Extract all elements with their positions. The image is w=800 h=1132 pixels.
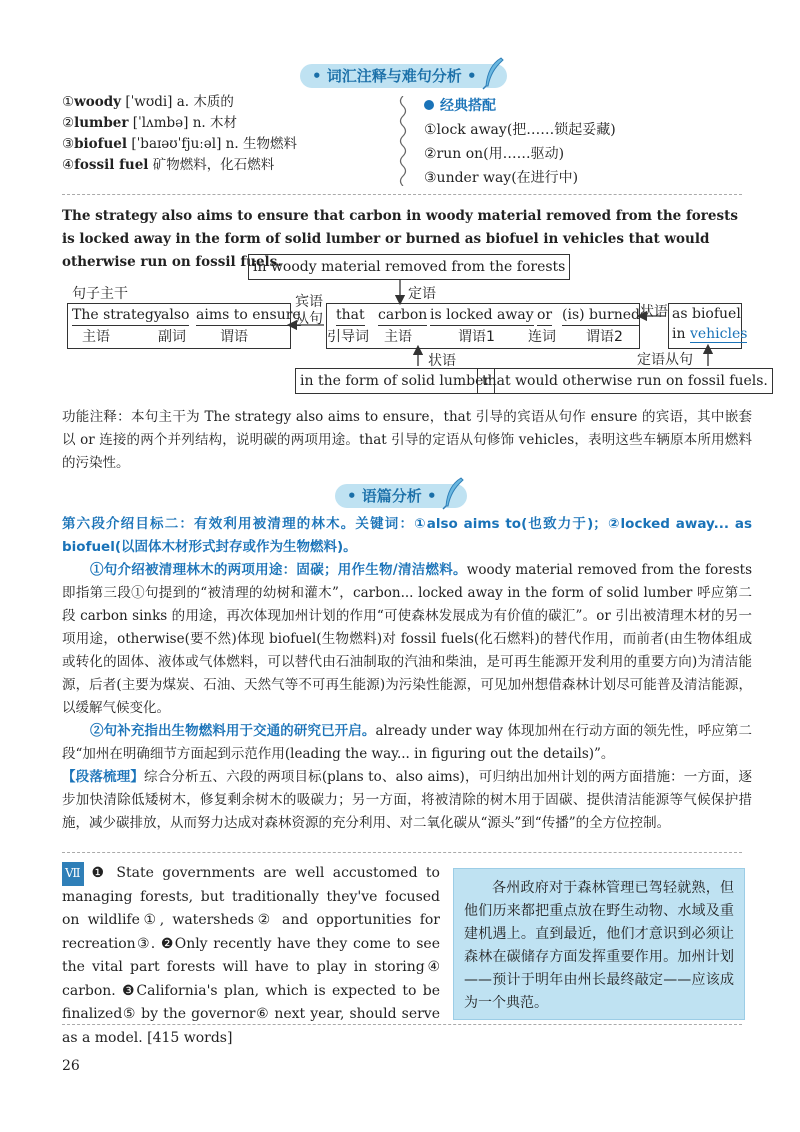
- attributive-clause-label: 定语从句: [637, 352, 693, 368]
- adverbial-label-2: 状语: [428, 353, 456, 369]
- quill-icon: [441, 476, 465, 510]
- vocab-item: ②lumber [ˈlʌmbə] n. 木材: [62, 115, 237, 131]
- role-label: 主语: [82, 329, 110, 345]
- analysis-lead: ①句介绍被清理林木的两项用途：固碳；用作生物/清洁燃料。: [90, 562, 467, 578]
- collocation-item: ②run on(用……驱动): [424, 146, 565, 162]
- word: The strategy: [72, 305, 162, 326]
- function-note: 功能注释：本句主干为 The strategy also aims to ensure，that 引导的宾语从句作 ensure 的宾语，其中嵌套以 or 连接的两个并列结构，说明碳的两项用途。that 引导的定语从句修饰 vehicles，表明这些车辆原本所用燃料的污染性。: [62, 409, 752, 471]
- analysis-paragraph-2: ②句补充指出生物燃料用于交通的研究已开启。already under way 体现加州在行动方面的领先性，呼应第二段“加州在明确细节方面起到示范作用(leading the way... in figuring out the details)”。: [62, 723, 752, 762]
- collocation-item: ③under way(在进行中): [424, 170, 579, 186]
- vocab-title-text: • 词汇注释与难句分析 •: [312, 67, 477, 85]
- discourse-title-text: • 语篇分析 •: [347, 487, 437, 505]
- role-label: 谓语: [220, 329, 248, 345]
- translation-box: [453, 868, 745, 1020]
- role-label: 谓语2: [586, 329, 623, 345]
- bottom-box-2: that would otherwise run on fossil fuels.: [477, 368, 773, 394]
- difficult-sentence: The strategy also aims to ensure that carbon in woody material removed from the forests is locked away in the form of solid lumber or burned as biofuel in vehicles that would otherwise run on fossil fuels.: [62, 208, 738, 270]
- summary-label: 【段落梳理】: [62, 769, 145, 785]
- collocation-item: ①lock away(把……锁起妥藏): [424, 122, 616, 138]
- word: (is) burned: [562, 305, 640, 326]
- analysis-paragraph-1: ①句介绍被清理林木的两项用途：固碳；用作生物/清洁燃料。woody material removed from the forests 即指第三段①句提到的“被清理的幼树和灌木”，carbon... locked away in the form of solid lumber 呼应第二段 carbon sinks 的用途，再次体现加州计划的作用“可使森林发展成为有价值的碳汇”。or 引出被清理木材的另一项用途，otherwise(要不然)体现 biofuel(生物燃料)对 fossil fuels(化石燃料)的替代作用，而前者(由生物体组成或转化的固体、液体或气体燃料，可以替代由石油制取的汽油和柴油，是可再生能源开发利用的重要方向)为清洁能源，后者(主要为煤炭、石油、天然气等不可再生能源)为污染性能源，可见加州想借森林计划尽可能普及清洁能源，以缓解气候变化。: [62, 562, 752, 716]
- modifier-box: in woody material removed from the forests: [248, 254, 570, 280]
- adverbial-label: 状语: [640, 304, 668, 320]
- translation-text: 各州政府对于森林管理已驾轻就熟，但他们历来都把重点放在野生动物、水域及重建机遇上。直到最近，他们才意识到必须让森林在碳储存方面发挥重要作用。加州计划——预计于明年由州长最终敲定——应该成为一个典范。: [464, 880, 734, 1011]
- vocab-item: ③biofuel [ˈbaɪəʊˈfjuːəl] n. 生物燃料: [62, 136, 297, 152]
- role-label: 谓语1: [458, 329, 495, 345]
- english-passage: Ⅶ ❶ State governments are well accustomed to managing forests, but traditionally they've focused on wildlife①, watersheds② and opportunities for recreation③. ❷Only recently have they come to see the vital part forests will have to play in storing④ carbon. ❸California's plan, which is expected to be finalized⑤ by the governor⑥ next year, should serve as a model. [415 words]: [62, 862, 440, 1050]
- discourse-lead: 第六段介绍目标二：有效利用被清理的林木。关键词：①also aims to(也致力于)；②locked away... as biofuel(以固体木材形式封存或作为生物燃料)。: [62, 516, 752, 555]
- word: aims to ensure: [196, 305, 301, 326]
- role-label: 连词: [528, 329, 556, 345]
- vehicles-word: vehicles: [689, 326, 748, 342]
- object-clause-label: 宾语从句: [295, 294, 323, 327]
- vocab-item: ①woody [ˈwʊdi] a. 木质的: [62, 94, 234, 110]
- attributive-label: 定语: [408, 286, 436, 302]
- page-number: 26: [62, 1058, 80, 1074]
- adverbial-text: as biofuel: [672, 306, 741, 322]
- word: or: [537, 305, 552, 326]
- adverbial-text: in vehicles: [672, 326, 748, 342]
- sentence-diagram: [0, 0, 800, 400]
- role-label: 主语: [384, 329, 412, 345]
- divider: [62, 1024, 742, 1025]
- word: carbon: [378, 305, 427, 326]
- vocab-item: ④fossil fuel 矿物燃料，化石燃料: [62, 157, 275, 173]
- word: also: [161, 305, 189, 326]
- word: that: [336, 305, 365, 326]
- word: is locked away: [430, 305, 534, 326]
- bottom-box-1: in the form of solid lumber: [295, 368, 495, 394]
- divider: [62, 852, 742, 853]
- paragraph-number: Ⅶ: [62, 862, 84, 886]
- discourse-section-title: [335, 484, 467, 508]
- paragraph-summary: 【段落梳理】综合分析五、六段的两项目标(plans to、also aims)，可归纳出加州计划的两方面措施：一方面，逐步加快清除低矮树木，修复剩余树木的吸碳力；另一方面，将被清除的树木用于固碳、提供清洁能源等气候保护措施，减少碳排放，从而努力达成对森林资源的充分利用、对二氧化碳从“源头”到“传播”的全方位控制。: [62, 769, 752, 831]
- collocations-header: 经典搭配: [424, 94, 616, 118]
- role-label: 副词: [158, 329, 186, 345]
- role-label: 引导词: [327, 329, 369, 345]
- diagram-arrows: [0, 0, 800, 400]
- main-clause-label: 句子主干: [72, 286, 128, 302]
- analysis-lead: ②句补充指出生物燃料用于交通的研究已开启。: [90, 723, 376, 739]
